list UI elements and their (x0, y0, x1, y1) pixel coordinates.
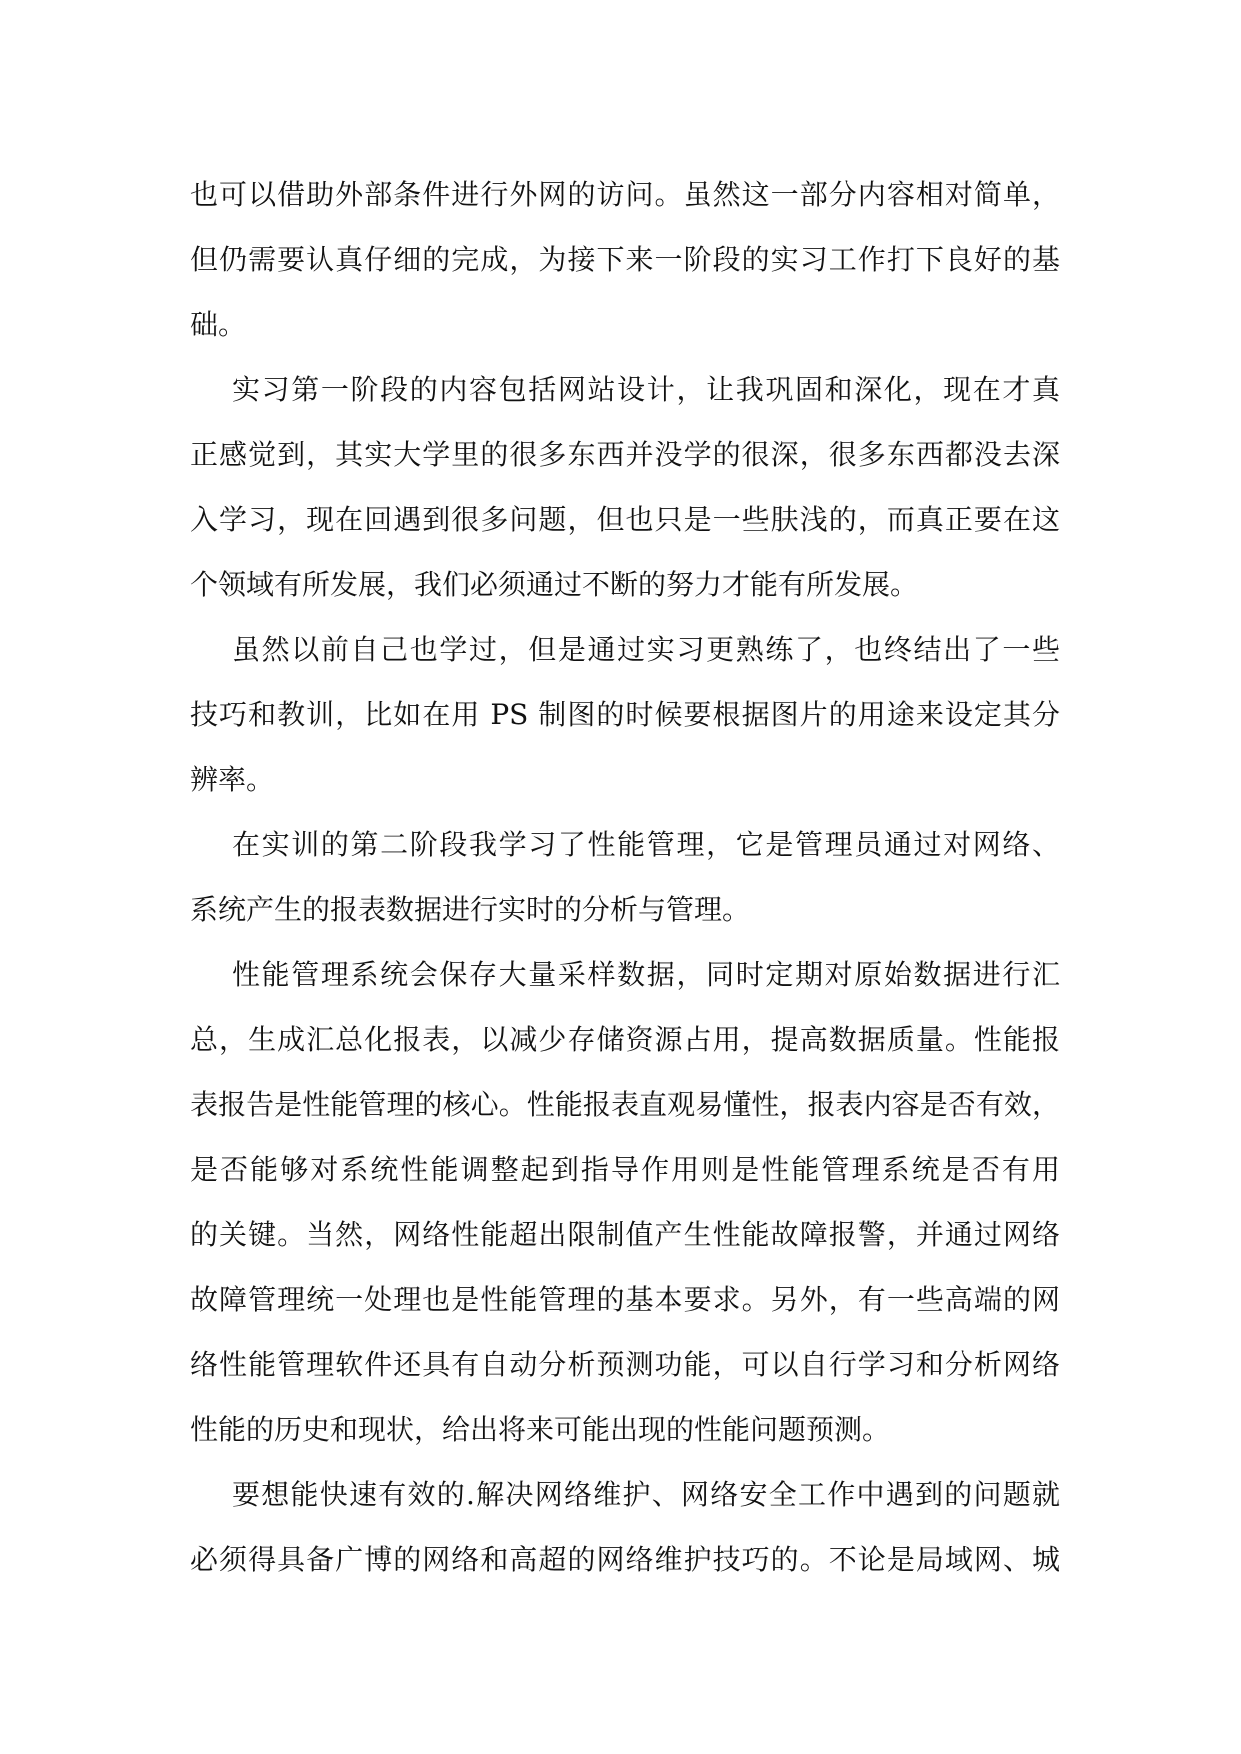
text-line: 但仍需要认真仔细的完成，为接下来一阶段的实习工作打下良好的基 (190, 243, 1060, 276)
text-line: 正感觉到，其实大学里的很多东西并没学的很深，很多东西都没去深 (190, 438, 1060, 471)
text-line: 络性能管理软件还具有自动分析预测功能，可以自行学习和分析网络 (190, 1348, 1060, 1381)
text-line: 性能的历史和现状，给出将来可能出现的性能问题预测。 (190, 1413, 891, 1446)
text-line: 表报告是性能管理的核心。性能报表直观易懂性，报表内容是否有效， (190, 1088, 1060, 1121)
paragraph-first-line: 实习第一阶段的内容包括网站设计，让我巩固和深化，现在才真 (232, 373, 1060, 406)
paragraph-first-line: 性能管理系统会保存大量采样数据，同时定期对原始数据进行汇 (232, 958, 1060, 991)
text-line: 也可以借助外部条件进行外网的访问。虽然这一部分内容相对简单， (190, 178, 1060, 211)
paragraph-first-line: 在实训的第二阶段我学习了性能管理，它是管理员通过对网络、 (232, 828, 1060, 861)
text-line: 技巧和教训，比如在用 PS 制图的时候要根据图片的用途来设定其分 (190, 698, 1060, 731)
text-line: 故障管理统一处理也是性能管理的基本要求。另外，有一些高端的网 (190, 1283, 1060, 1316)
text-line: 础。 (190, 308, 247, 341)
text-line: 个领域有所发展，我们必须通过不断的努力才能有所发展。 (190, 568, 919, 601)
text-line: 入学习，现在回遇到很多问题，但也只是一些肤浅的，而真正要在这 (190, 503, 1060, 536)
paragraph-first-line: 虽然以前自己也学过，但是通过实习更熟练了，也终结出了一些 (232, 633, 1060, 666)
text-line: 辨率。 (190, 763, 275, 796)
paragraph-first-line: 要想能快速有效的.解决网络维护、网络安全工作中遇到的问题就 (232, 1478, 1060, 1511)
text-line: 系统产生的报表数据进行实时的分析与管理。 (190, 893, 751, 926)
document-body (190, 162, 1060, 1592)
text-line: 总，生成汇总化报表，以减少存储资源占用，提高数据质量。性能报 (190, 1023, 1060, 1056)
text-line: 是否能够对系统性能调整起到指导作用则是性能管理系统是否有用 (190, 1153, 1060, 1186)
text-line: 必须得具备广博的网络和高超的网络维护技巧的。不论是局域网、城 (190, 1543, 1060, 1576)
text-line: 的关键。当然，网络性能超出限制值产生性能故障报警，并通过网络 (190, 1218, 1060, 1251)
